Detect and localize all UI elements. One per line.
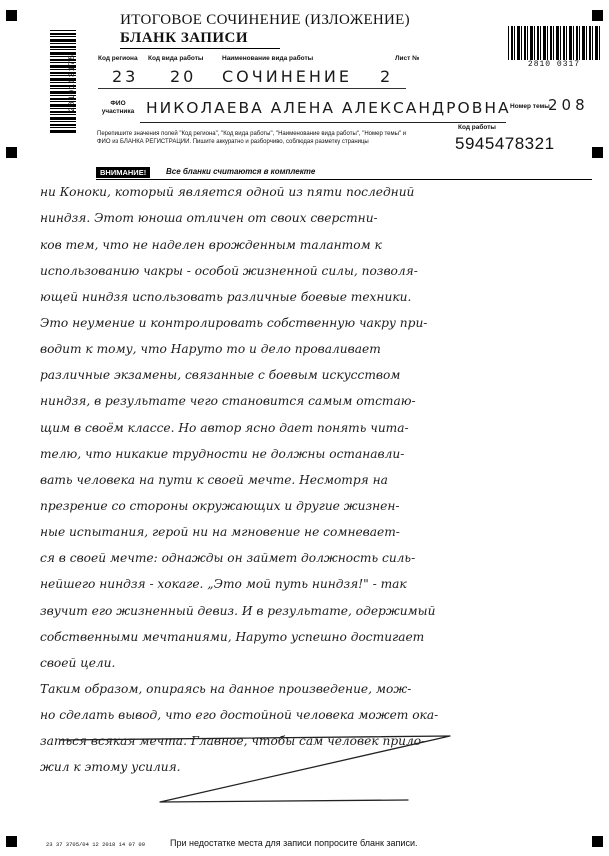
essay-line: ные испытания, герой ни на мгновение не сомневает-	[40, 525, 400, 539]
value-topic-number: 208	[548, 96, 589, 114]
right-barcode	[508, 26, 600, 60]
label-topic-number: Номер темы	[510, 103, 550, 110]
essay-line: щим в своём классе. Но автор ясно дает понять чита-	[40, 421, 409, 435]
label-fio-text: ФИО участника	[101, 100, 135, 115]
form-title: ИТОГОВОЕ СОЧИНЕНИЕ (ИЗЛОЖЕНИЕ)	[120, 12, 410, 28]
footer-tech-code: 23 37 3705/04 12 2018 14 07 09	[46, 841, 146, 848]
essay-line: телю, что никакие трудности не должны останавли-	[40, 447, 405, 461]
value-work-code: 5945478321	[455, 134, 555, 153]
essay-line: ниндзя. Этот юноша отличен от своих сверстни-	[40, 211, 378, 225]
essay-line: собственными мечтаниями, Наруто успешно достигает	[40, 630, 425, 644]
essay-line: ниндзя, в результате чего становится самым отстаю-	[40, 394, 416, 408]
label-work-code: Код работы	[458, 124, 496, 131]
alignment-marker-bottom-left	[6, 836, 17, 847]
attention-badge: ВНИМАНИЕ!	[96, 167, 150, 178]
essay-line: вать человека на пути к своей мечте. Несмотря на	[40, 473, 388, 487]
essay-line: Это неумение и контролировать собственную чакру при-	[40, 316, 428, 330]
alignment-marker-top-left	[6, 10, 17, 21]
closing-z-mark	[40, 720, 580, 820]
instructions-text: Перепишите значения полей "Код региона", "Код вида работы", "Наименование вида работы", "Номер темы" и ФИО из БЛАНКА РЕГИСТРАЦИИ. Пишите аккуратно и разборчиво, соблюдая разметку страницы	[97, 131, 407, 145]
essay-line: жил к этому усилия.	[40, 760, 181, 774]
label-region-code: Код региона	[98, 55, 138, 62]
closing-z-stroke	[60, 736, 450, 802]
essay-line: использованию чакры - особой жизненной силы, позволя-	[40, 264, 418, 278]
essay-line: своей цели.	[40, 656, 116, 670]
attention-bar	[96, 167, 592, 180]
attention-text: Все бланки считаются в комплекте	[166, 167, 316, 176]
label-work-type-code: Код вида работы	[148, 55, 204, 62]
essay-line: ков тем, что не наделен врожденным талантом к	[40, 238, 382, 252]
value-fio: НИКОЛАЕВА АЛЕНА АЛЕКСАНДРОВНА	[146, 99, 511, 117]
alignment-marker-top-right	[592, 10, 603, 21]
label-work-type-name: Наименование вида работы	[222, 55, 314, 62]
essay-line: ся в своей мечте: однажды он займет должность силь-	[40, 551, 416, 565]
form-subtitle: БЛАНК ЗАПИСИ	[120, 30, 280, 49]
value-region-code: 23	[112, 67, 139, 86]
header-values-underline	[98, 88, 406, 89]
alignment-marker-mid-right-1	[592, 147, 603, 158]
essay-line: Таким образом, опираясь на данное произведение, мож-	[40, 682, 412, 696]
essay-line: нейшего ниндзя - хокаге. „Это мой путь ниндзя!" - так	[40, 577, 407, 591]
value-sheet-number: 2	[380, 67, 394, 86]
value-work-type-name: СОЧИНЕНИЕ	[222, 67, 352, 86]
label-sheet-number: Лист №	[395, 55, 420, 62]
essay-line: звучит его жизненный девиз. И в результате, одержимый	[40, 604, 436, 618]
footer-note: При недостатке места для записи попросите бланк записи.	[170, 838, 418, 848]
label-fio	[100, 100, 136, 116]
essay-line: но сделать вывод, что его достойной человека может ока-	[40, 708, 439, 722]
alignment-marker-mid-left-1	[6, 147, 17, 158]
essay-line: ни Коноки, который является одной из пяти последний	[40, 185, 415, 199]
alignment-marker-bottom-right	[592, 836, 603, 847]
essay-line: различные экзамены, связанные с боевым искусством	[40, 368, 401, 382]
essay-line: ющей ниндзя использовать различные боевые техники.	[40, 290, 412, 304]
essay-line: водит к тому, что Наруто то и дело проваливает	[40, 342, 381, 356]
right-barcode-text: 2810 0317	[527, 60, 581, 69]
essay-line: презрение со стороны окружающих и другие жизнен-	[40, 499, 400, 513]
essay-line: заться всякая мечта. Главное, чтобы сам человек прило-	[40, 734, 426, 748]
vertical-barcode-text: 2810103175	[68, 53, 77, 112]
value-work-type-code: 20	[170, 67, 197, 86]
